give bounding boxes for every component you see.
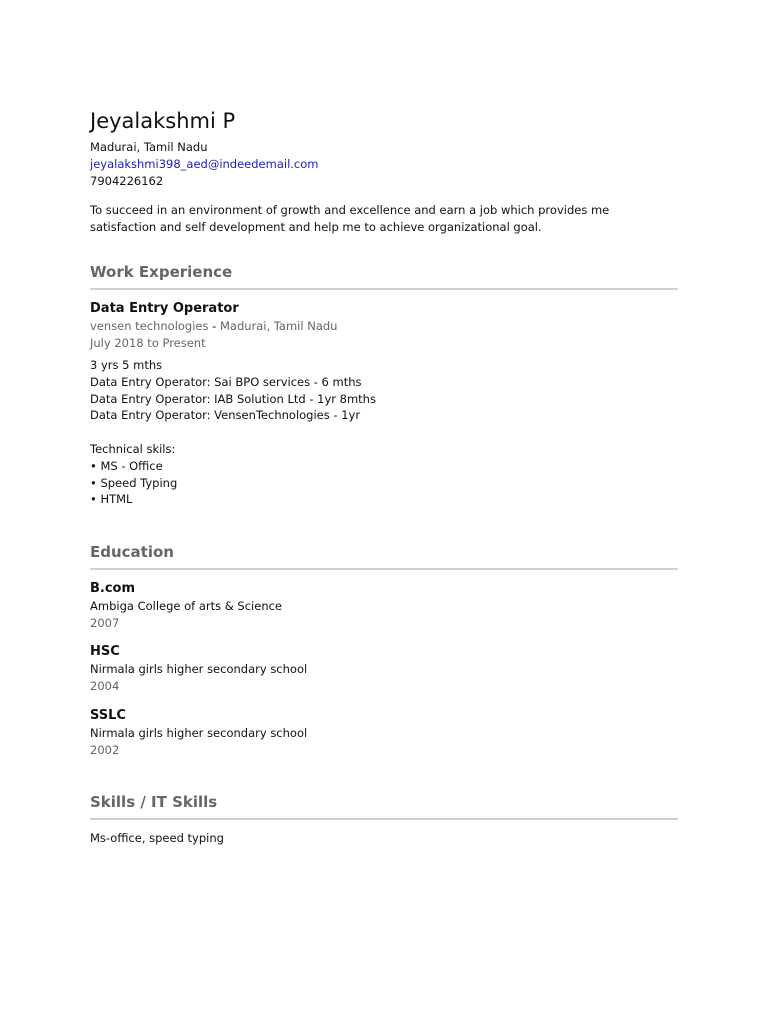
phone-text: 7904226162 [90, 174, 164, 188]
technical-skill-item: • HTML [90, 492, 133, 507]
education-school: Nirmala girls higher secondary school [90, 662, 308, 677]
education-year: 2007 [90, 615, 120, 630]
email-link[interactable]: jeyalakshmi398_aed@indeedemail.com [90, 157, 319, 171]
education-school: Nirmala girls higher secondary school [90, 725, 308, 740]
job-company: vensen technologies [90, 319, 209, 333]
job-company-line [90, 318, 678, 335]
job-entry [90, 300, 678, 508]
resume-page [90, 107, 678, 847]
location-text: Madurai, Tamil Nadu [90, 140, 208, 154]
education-degree: SSLC [90, 707, 126, 723]
job-description-line: Data Entry Operator: Sai BPO services - 6 mths [90, 374, 362, 389]
contact-block [90, 139, 678, 190]
education-item [90, 580, 678, 631]
skills-text: Ms-office, speed typing [90, 831, 224, 846]
skills-heading: Skills / IT Skills [90, 792, 678, 820]
education-year: 2004 [90, 679, 120, 694]
job-location: Madurai, Tamil Nadu [219, 319, 338, 333]
job-description-line: Data Entry Operator: VensenTechnologies - 1yr [90, 408, 361, 423]
job-title: Data Entry Operator [90, 301, 239, 316]
technical-skill-item: • Speed Typing [90, 475, 178, 490]
summary-text: To succeed in an environment of growth and excellence and earn a job which provides me satisfaction and self development and help me to achieve organizational goal. [90, 203, 610, 234]
education-item [90, 707, 678, 758]
job-description-line: Data Entry Operator: IAB Solution Ltd - 1yr 8mths [90, 391, 376, 406]
education-degree: HSC [90, 644, 120, 660]
job-description [90, 357, 678, 508]
job-separator: - [208, 319, 220, 333]
education-heading: Education [90, 542, 678, 570]
education-year: 2002 [90, 742, 120, 757]
blank-line [90, 424, 678, 441]
technical-skill-item: • MS - Office [90, 458, 163, 473]
job-description-line: 3 yrs 5 mths [90, 358, 163, 372]
candidate-name: Jeyalakshmi P [90, 109, 236, 133]
technical-skills-heading: Technical skils: [90, 441, 176, 456]
education-item [90, 643, 678, 694]
education-school: Ambiga College of arts & Science [90, 599, 283, 614]
work-experience-heading: Work Experience [90, 262, 678, 290]
job-dates: July 2018 to Present [90, 335, 206, 350]
education-degree: B.com [90, 581, 136, 597]
